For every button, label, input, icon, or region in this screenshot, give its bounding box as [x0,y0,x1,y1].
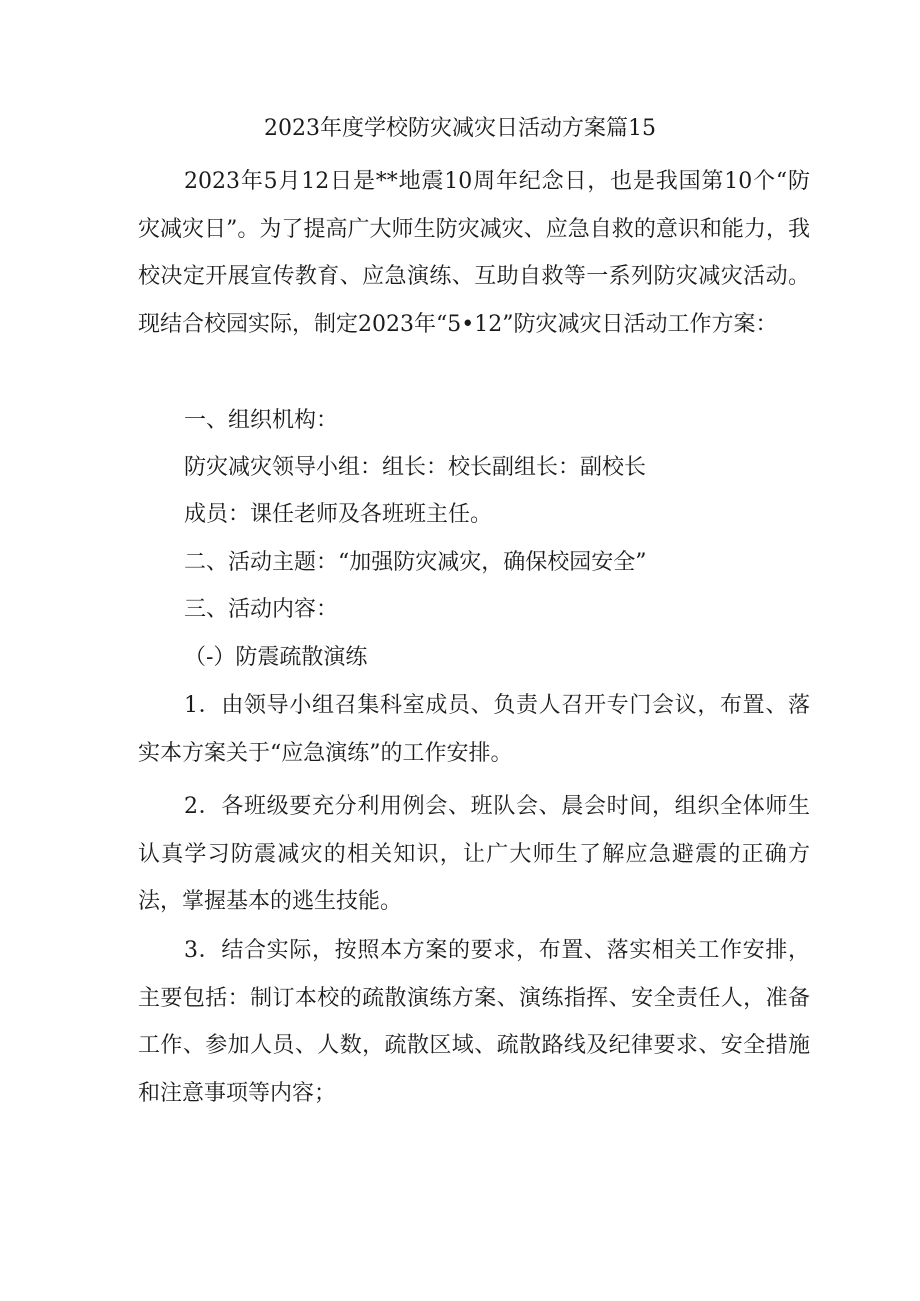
document-title: 2023年度学校防灾减灾日活动方案篇15 [264,116,656,141]
section-1-heading: 一、组织机构： [184,408,339,433]
subsection-1-heading: （-）防震疏散演练 [184,645,368,670]
item-2-paragraph: 2．各班级要充分利用例会、班队会、晨会时间，组织全体师生认真学习防震减灾的相关知识，让广大师生了解应急避震的正确方法，掌握基本的逃生技能。 [138,794,810,914]
members-line: 成员：课任老师及各班班主任。 [184,502,493,527]
intro-paragraph: 2023年5月12日是**地震10周年纪念日，也是我国第10个“防灾减灾日”。为了提高广大师生防灾减灾、应急自救的意识和能力，我校决定开展宣传教育、应急演练、互助自救等一系列防灾减灾活动。现结合校园实际，制定2023年“5•12”防灾减灾日活动工作方案： [138,169,810,337]
section-2-theme: 二、活动主题：“加强防灾减灾，确保校园安全” [184,550,647,575]
item-3-paragraph: 3．结合实际，按照本方案的要求，布置、落实相关工作安排，主要包括：制订本校的疏散演练方案、演练指挥、安全责任人，准备工作、参加人员、人数，疏散区域、疏散路线及纪律要求、安全措施和注意事项等内容； [138,938,810,1106]
section-3-heading: 三、活动内容： [184,597,339,622]
item-1-paragraph: 1．由领导小组召集科室成员、负责人召开专门会议，布置、落实本方案关于“应急演练”的工作安排。 [138,693,810,766]
leadership-group-line: 防灾减灾领导小组：组长：校长副组长：副校长 [184,455,647,480]
